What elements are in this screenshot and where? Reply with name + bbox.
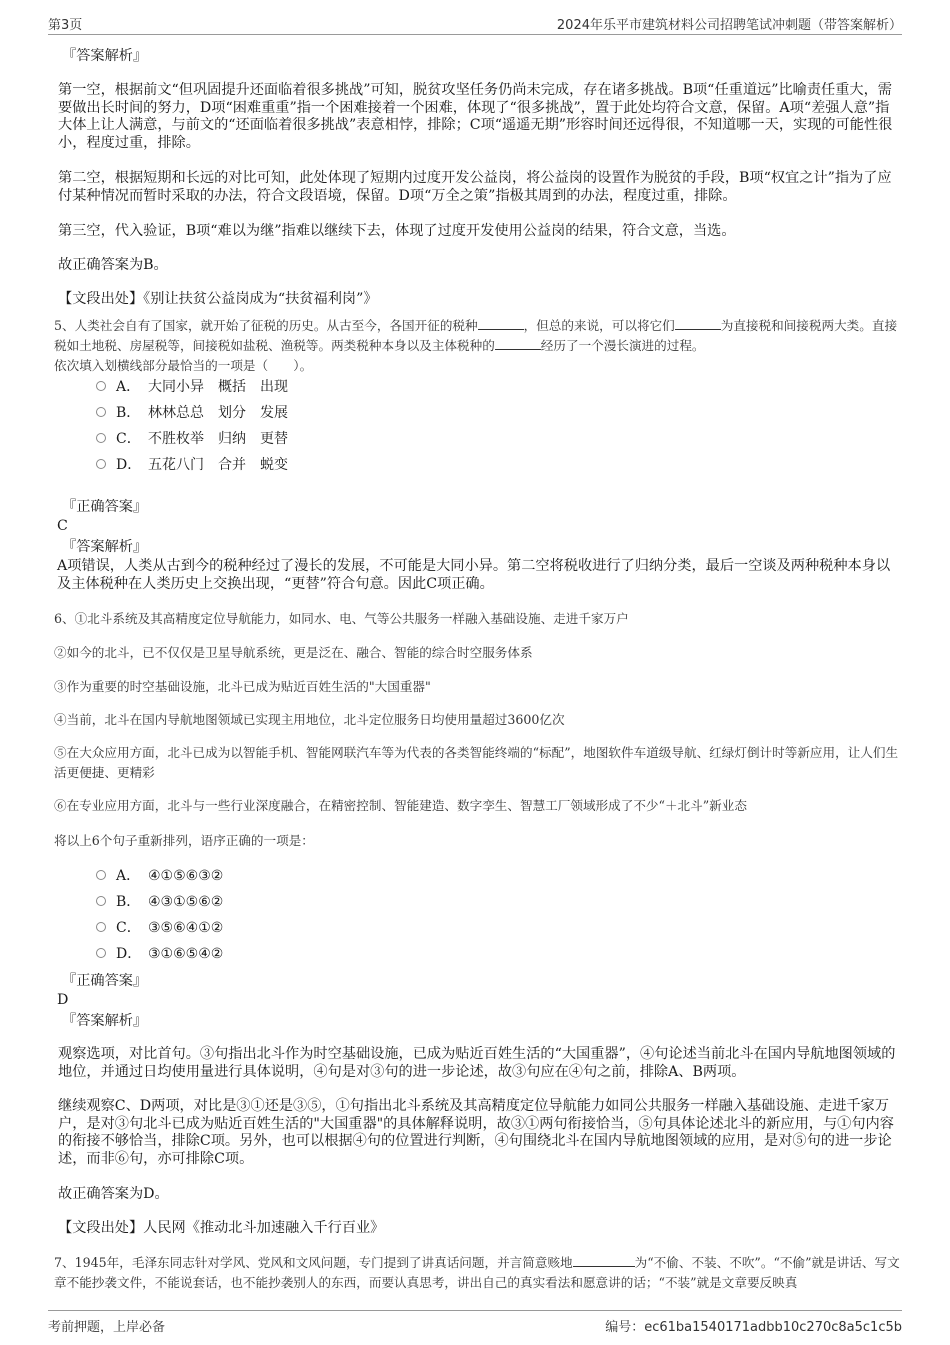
q6-analysis-para2: 继续观察C、D两项，对比是③①还是③⑤，①句指出北斗系统及其高精度定位导航能力如同公共服务一样融入基础设施、走进千家万户，是对③句北斗已成为贴近百姓生活的"大国重器"的具体解释说明，故③①两句衔接恰当，⑤句具体论述北斗的新应用，与①句内容的衔接不够恰当，排除C项。另外，也可以根据④句的位置进行判断，④句围绕北斗在国内导航地图领域的应用，是对⑤句的进一步论述，而非⑥句，亦可排除C项。 — [58, 1098, 894, 1167]
q7-blank-1 — [573, 1254, 635, 1267]
radio-icon[interactable] — [96, 459, 106, 469]
prev-analysis-para1: 第一空，根据前文“但巩固提升还面临着很多挑战”可知，脱贫攻坚任务仍尚未完成，存在诸多挑战。B项“任重道远”比喻责任重大，需要做出长时间的努力，D项“困难重重”指一个困难接着一个困难，体现了“很多挑战”，置于此处均符合文意，保留。A项“差强人意”指大体上让人满意，与前文的“还面临着很多挑战”表意相悖，排除；C项“遥遥无期”形容时间还远得很，不知道哪一天，实现的可能性很小，程度过重，排除。 — [58, 82, 893, 151]
page-header — [48, 12, 902, 35]
q5-answer-title: 『正确答案』 — [62, 499, 148, 515]
q5-blank-3 — [495, 337, 541, 350]
q5-option-d[interactable]: D． 五花八门 合并 蜕变 — [96, 455, 302, 475]
q5-analysis-title: 『答案解析』 — [62, 539, 148, 555]
q5-option-a[interactable]: A． 大同小异 概括 出现 — [96, 377, 302, 397]
q6-sentence-3: ③作为重要的时空基础设施，北斗已成为贴近百姓生活的"大国重器" — [54, 679, 431, 694]
q6-answer: D — [57, 992, 69, 1008]
q6-option-c[interactable]: C． ③⑤⑥④①② — [96, 918, 223, 938]
radio-icon[interactable] — [96, 870, 106, 880]
q6-sentence-6: ⑥在专业应用方面，北斗与一些行业深度融合，在精密控制、智能建造、数字孪生、智慧工厂领域形成了不少“＋北斗”新业态 — [54, 798, 747, 813]
prev-analysis-title: 『答案解析』 — [62, 48, 148, 64]
q5-blank-1 — [478, 317, 524, 330]
radio-icon[interactable] — [96, 407, 106, 417]
page-number: 第3页 — [48, 18, 83, 33]
q6-option-a[interactable]: A． ④①⑤⑥③② — [96, 866, 223, 886]
q6-option-d[interactable]: D． ③①⑥⑤④② — [96, 944, 223, 964]
q7-stem: 7、1945年，毛泽东同志针对学风、党风和文风问题，专门提到了讲真话问题，并言简意赅地 为“不偷、不装、不吹”。“不偷”就是讲话、写文章不能抄袭文件，不能说套话，也不能抄袭别人的东西，而要认真思考，讲出自己的真实看法和愿意讲的话；“不装”就是文章要反映真 — [54, 1255, 900, 1290]
q6-prompt: 将以上6个句子重新排列，语序正确的一项是： — [54, 833, 314, 848]
prev-source: 【文段出处】《别让扶贫公益岗成为“扶贫福利岗”》 — [58, 291, 378, 307]
q6-analysis-para1: 观察选项，对比首句。③句指出北斗作为时空基础设施，已成为贴近百姓生活的“大国重器”，④句论述当前北斗在国内导航地图领域的地位，并通过日均使用量进行具体说明，④句是对③句的进一步论述，故③句应在④句之前，排除A、B两项。 — [58, 1046, 896, 1080]
radio-icon[interactable] — [96, 948, 106, 958]
q6-sentence-4: ④当前，北斗在国内导航地图领域已实现主用地位，北斗定位服务日均使用量超过3600亿次 — [54, 712, 565, 727]
q6-conclusion: 故正确答案为D。 — [58, 1186, 169, 1202]
footer-slogan: 考前押题，上岸必备 — [48, 1320, 166, 1335]
q6-source: 【文段出处】人民网《推动北斗加速融入千行百业》 — [58, 1220, 385, 1236]
radio-icon[interactable] — [96, 381, 106, 391]
q6-option-b[interactable]: B． ④③①⑤⑥② — [96, 892, 223, 912]
page-footer — [48, 1310, 902, 1335]
radio-icon[interactable] — [96, 896, 106, 906]
q5-analysis: A项错误，人类从古到今的税种经过了漫长的发展，不可能是大同小异。第二空将税收进行了归纳分类，最后一空谈及两种税种本身以及主体税种在人类历史上交换出现，“更替”符合句意。因此C项正确。 — [57, 558, 891, 592]
q6-sentence-2: ②如今的北斗，已不仅仅是卫星导航系统，更是泛在、融合、智能的综合时空服务体系 — [54, 645, 533, 660]
prev-analysis-para3: 第三空，代入验证，B项“难以为继”指难以继续下去，体现了过度开发使用公益岗的结果，符合文意，当选。 — [58, 223, 736, 239]
q5-answer: C — [57, 518, 68, 534]
document-title: 2024年乐平市建筑材料公司招聘笔试冲刺题（带答案解析） — [556, 18, 902, 33]
q5-option-c[interactable]: C． 不胜枚举 归纳 更替 — [96, 429, 302, 449]
radio-icon[interactable] — [96, 922, 106, 932]
q6-sentence-5: ⑤在大众应用方面，北斗已成为以智能手机、智能网联汽车等为代表的各类智能终端的“标配”，地图软件车道级导航、红绿灯倒计时等新应用，让人们生活更便捷、更精彩 — [54, 745, 899, 780]
q5-prompt: 依次填入划横线部分最恰当的一项是（ ）。 — [54, 358, 313, 373]
prev-analysis-para2: 第二空，根据短期和长远的对比可知，此处体现了短期内过度开发公益岗，将公益岗的设置作为脱贫的手段，B项“权宜之计”指为了应付某种情况而暂时采取的办法，符合文段语境，保留。D项“万全之策”指极其周到的办法，程度过重，排除。 — [58, 170, 892, 204]
radio-icon[interactable] — [96, 433, 106, 443]
q6-analysis-title: 『答案解析』 — [62, 1013, 148, 1029]
q5-option-b[interactable]: B． 林林总总 划分 发展 — [96, 403, 302, 423]
q5-stem: 5、人类社会自有了国家，就开始了征税的历史。从古至今，各国开征的税种 ，但总的来说，可以将它们 为直接税和间接税两大类。直接税如土地税、房屋税等，间接税如盐税、渔税等。两类税种本身以及主体税种的 经历了一个漫长演进的过程。 — [54, 318, 898, 353]
q5-blank-2 — [675, 317, 721, 330]
q6-sentence-1: 6、①北斗系统及其高精度定位导航能力，如同水、电、气等公共服务一样融入基础设施、走进千家万户 — [54, 611, 629, 626]
prev-conclusion: 故正确答案为B。 — [58, 257, 168, 273]
q6-answer-title: 『正确答案』 — [62, 973, 148, 989]
document-code: 编号：ec61ba1540171adbb10c270c8a5c1c5b — [605, 1320, 902, 1335]
